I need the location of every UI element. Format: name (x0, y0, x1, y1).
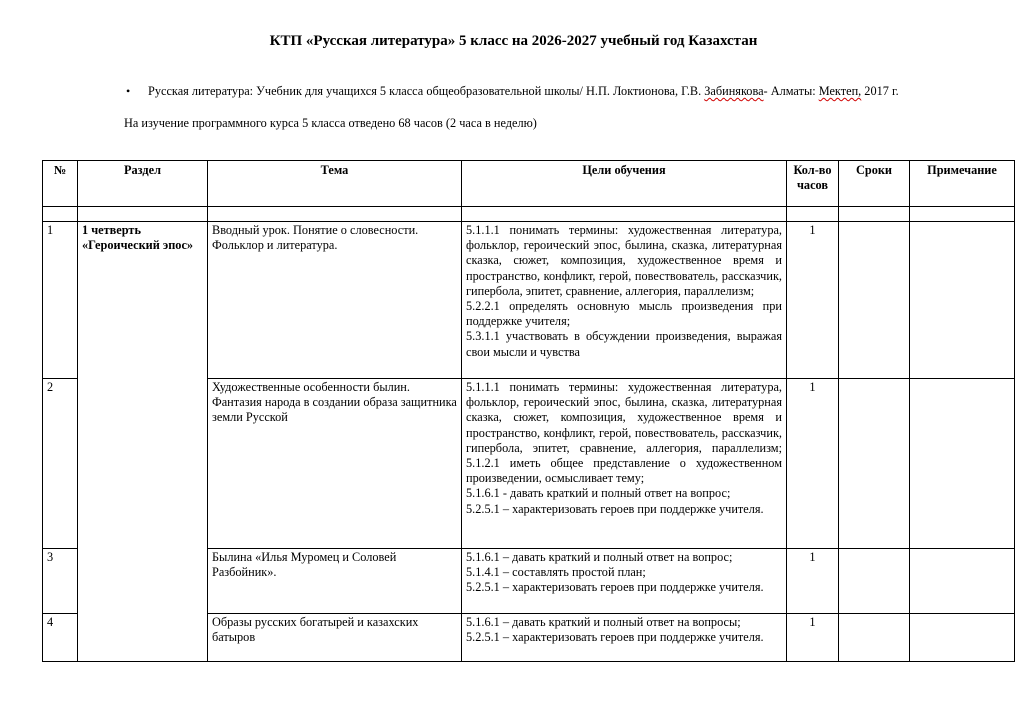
reference-text-start: Русская литература: Учебник для учащихся 5 класса общеобразовательной школы/ Н.П. Локтионова, Г.В. (148, 84, 705, 98)
spacer-cell (839, 207, 910, 222)
spacer-cell (910, 207, 1015, 222)
row-num: 4 (43, 614, 78, 662)
row-notes[interactable] (910, 614, 1015, 662)
header-section: Раздел (78, 161, 208, 207)
spacer-cell (462, 207, 787, 222)
header-num: № (43, 161, 78, 207)
row-hours: 1 (787, 379, 839, 549)
bullet-marker: • (126, 84, 131, 98)
goal-item: 5.2.5.1 – характеризовать героев при поддержке учителя. (466, 580, 764, 595)
page-title: КТП «Русская литература» 5 класс на 2026-2027 учебный год Казахстан (269, 33, 758, 49)
header-goals: Цели обучения (462, 161, 787, 207)
table-spacer-row (43, 207, 1015, 222)
row-goals (462, 549, 787, 614)
spacer-cell (208, 207, 462, 222)
goal-item: 5.2.5.1 – характеризовать героев при поддержке учителя. (466, 630, 764, 645)
row-hours: 1 (787, 549, 839, 614)
row-goals (462, 222, 787, 379)
goal-item: 5.2.2.1 определять основную мысль произведения при поддержке учителя; (466, 299, 782, 329)
goal-item: 5.1.4.1 – составлять простой план; (466, 565, 646, 580)
header-hours: Кол-во часов (787, 161, 839, 207)
row-goals (462, 614, 787, 662)
row-num: 2 (43, 379, 78, 549)
row-notes[interactable] (910, 549, 1015, 614)
row-notes[interactable] (910, 379, 1015, 549)
row-topic: Художественные особенности былин. Фантазия народа в создании образа защитника земли Русской (208, 379, 462, 549)
row-dates[interactable] (839, 614, 910, 662)
reference-year: 2017 г. (861, 84, 899, 98)
textbook-reference (126, 84, 970, 99)
row-num: 1 (43, 222, 78, 379)
spacer-cell (78, 207, 208, 222)
header-dates: Сроки (839, 161, 910, 207)
reference-publisher-misspelled[interactable]: Мектеп, (818, 84, 862, 98)
table-header-row (43, 161, 1015, 207)
row-topic: Былина «Илья Муромец и Соловей Разбойник». (208, 549, 462, 614)
header-topic: Тема (208, 161, 462, 207)
row-goals (462, 379, 787, 549)
spacer-cell (787, 207, 839, 222)
hours-note: На изучение программного курса 5 класса отведено 68 часов (2 часа в неделю) (124, 116, 537, 130)
row-dates[interactable] (839, 549, 910, 614)
row-num: 3 (43, 549, 78, 614)
section-cell: 1 четверть «Героический эпос» (78, 222, 208, 662)
goal-item: 5.1.6.1 – давать краткий и полный ответ на вопросы; (466, 615, 741, 629)
row-dates[interactable] (839, 222, 910, 379)
goal-item: 5.2.5.1 – характеризовать героев при поддержке учителя. (466, 501, 764, 516)
row-hours: 1 (787, 222, 839, 379)
ktp-table (42, 160, 1015, 662)
row-hours: 1 (787, 614, 839, 662)
row-topic: Образы русских богатырей и казахских батыров (208, 614, 462, 662)
header-notes: Примечание (910, 161, 1015, 207)
goal-item: 5.3.1.1 участвовать в обсуждении произведения, выражая свои мысли и чувства (466, 329, 782, 359)
goal-item: 5.1.6.1 - давать краткий и полный ответ на вопрос; (466, 486, 731, 501)
row-topic: Вводный урок. Понятие о словесности. Фольклор и литература. (208, 222, 462, 379)
row-dates[interactable] (839, 379, 910, 549)
spacer-cell (43, 207, 78, 222)
goal-item: 5.1.6.1 – давать краткий и полный ответ на вопрос; (466, 550, 733, 564)
reference-text-middle: - Алматы: (763, 84, 819, 98)
table-row (43, 222, 1015, 379)
reference-author-misspelled[interactable]: Забинякова (704, 84, 764, 98)
goal-item: 5.1.1.1 понимать термины: художественная литература, фольклор, героический эпос, былина, сказка, литературная сказка, сюжет, композиция, художественное время и пространство, конфликт, герой, повествователь, рассказчик, гипербола, эпитет, сравнение, аллегория, параллелизм; 5.1.2.1 иметь общее представление о художественном произведении, осмысливает тему; (466, 380, 782, 486)
row-notes[interactable] (910, 222, 1015, 379)
goal-item: 5.1.1.1 понимать термины: художественная литература, фольклор, героический эпос, былина, сказка, литературная сказка, сюжет, композиция, художественное время и пространство, конфликт, герой, повествователь, рассказчик, гипербола, эпитет, сравнение, аллегория, параллелизм; (466, 223, 782, 298)
